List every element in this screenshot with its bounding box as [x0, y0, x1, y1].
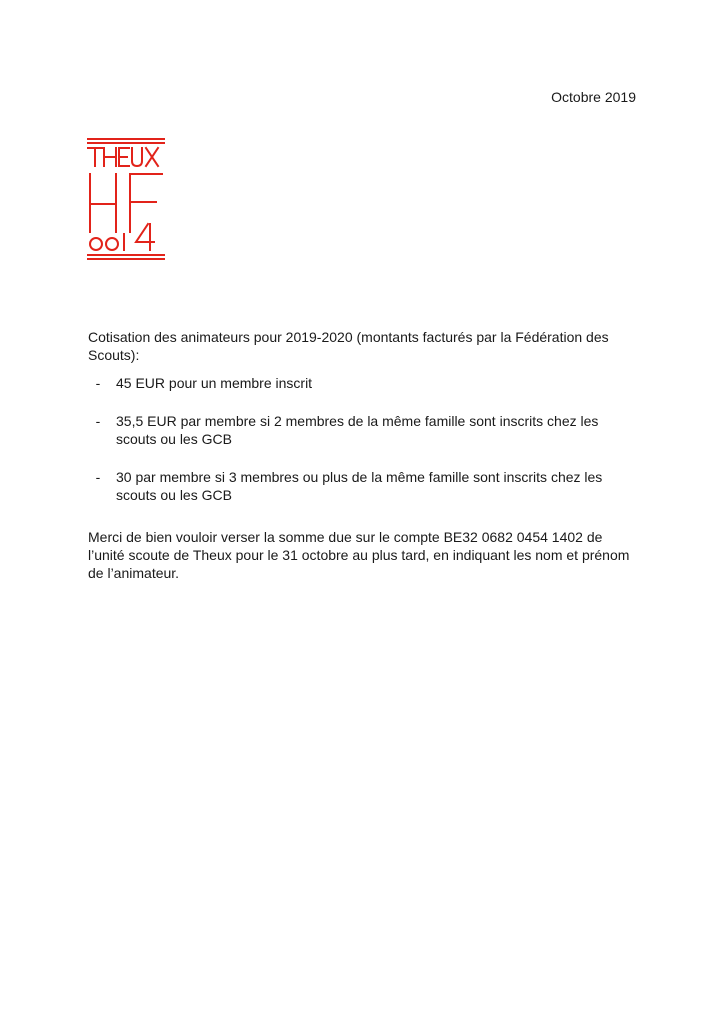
contribution-list [88, 374, 640, 524]
bullet-dash: - [95, 413, 101, 429]
document-date: Octobre 2019 [551, 89, 636, 105]
intro-paragraph: Cotisation des animateurs pour 2019-2020 (montants facturés par la Fédération des Scouts): [88, 329, 609, 363]
bullet-dash: - [95, 375, 101, 391]
payment-paragraph: Merci de bien vouloir verser la somme due sur le compte BE32 0682 0454 1402 de l’unité scoute de Theux pour le 31 octobre au plus tard, en indiquant les nom et prénom de l’animateur. [88, 529, 630, 581]
list-item-text: 30 par membre si 3 membres ou plus de la même famille sont inscrits chez les scouts ou les GCB [116, 469, 603, 503]
theux-hf004-logo-icon [86, 138, 166, 262]
bullet-dash: - [95, 469, 101, 485]
theux-logo [86, 138, 166, 262]
list-item [88, 468, 640, 504]
list-item [88, 374, 640, 392]
list-item [88, 412, 640, 448]
list-item-text: 45 EUR pour un membre inscrit [116, 375, 313, 391]
list-item-text: 35,5 EUR par membre si 2 membres de la même famille sont inscrits chez les scouts ou les GCB [116, 413, 599, 447]
